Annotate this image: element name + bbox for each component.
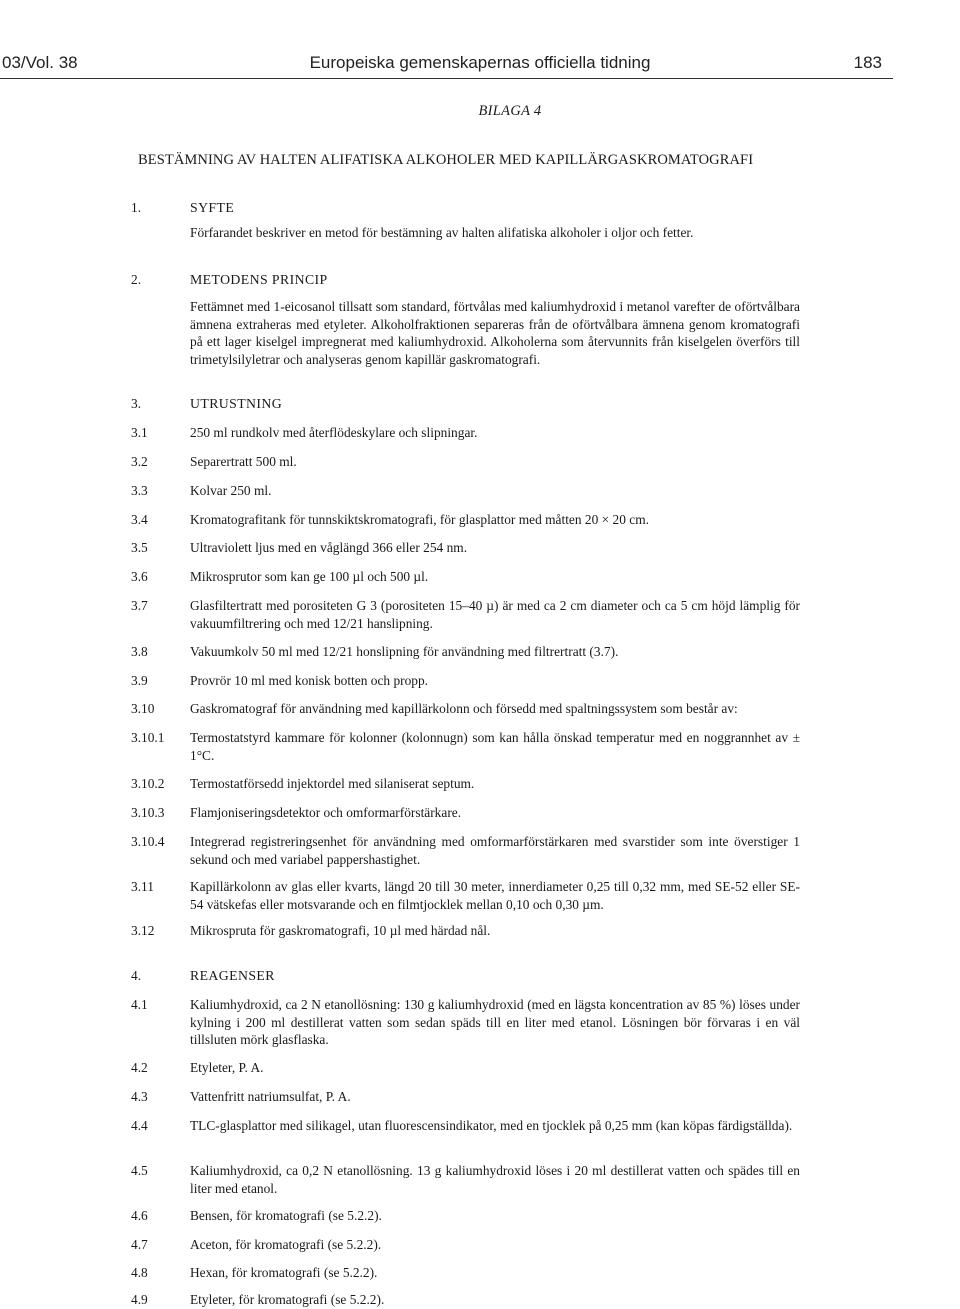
item-number: 3.2 [131, 454, 148, 469]
item-text: Gaskromatograf för användning med kapillärkolonn och försedd med spaltningssystem som består av: [190, 701, 738, 716]
section-number: 2. [131, 272, 142, 287]
item-text: Kolvar 250 ml. [190, 483, 272, 498]
section-2-text: Fettämnet med 1-eicosanol tillsatt som standard, förtvålas med kaliumhydroxid i metanol varefter de oförtvålbara ämnena extraheras med etyleter. Alkoholfraktionen separeras från de oförtvålbara ämnena genom kromatografi på ett lager kiselgel impregnerat med kaliumhydroxid. Alkoholerna som återvunnits från kiselgelen överförs till trimetylsilyletrar och analyseras genom kapillär gaskromatografi. [190, 299, 800, 367]
item-number: 3.11 [131, 879, 154, 894]
section-number: 4. [131, 968, 142, 983]
item-text: Integrerad registreringsenhet för användning med omformarförstärkaren med svarstider som inte överstiger 1 sekund och med variabel pappershastighet. [190, 834, 800, 867]
section-heading: METODENS PRINCIP [190, 272, 328, 287]
volume-label: 03/Vol. 38 [2, 53, 78, 72]
item-number: 3.10.2 [131, 776, 165, 791]
item-number: 3.9 [131, 673, 148, 688]
item-text: Etyleter, för kromatografi (se 5.2.2). [190, 1292, 385, 1307]
item-number: 3.12 [131, 923, 155, 938]
item-number: 3.8 [131, 644, 148, 659]
item-number: 3.10 [131, 701, 155, 716]
item-number: 3.1 [131, 425, 148, 440]
item-number: 3.10.4 [131, 834, 165, 849]
item-text: Kaliumhydroxid, ca 2 N etanollösning: 130 g kaliumhydroxid (med en lägsta koncentration av 85 %) löses under kylning i 200 ml destillerat vatten som sedan späds till en liter med etanol. Lösningen bör förvaras i en väl tillsluten mörk glasflaska. [190, 997, 800, 1047]
item-number: 3.4 [131, 512, 148, 527]
item-number: 4.1 [131, 997, 148, 1012]
item-text: Mikrospruta för gaskromatografi, 10 µl med härdad nål. [190, 923, 491, 938]
item-text: Kaliumhydroxid, ca 0,2 N etanollösning. 13 g kaliumhydroxid löses i 20 ml destillerat vatten och spädes till en liter med etanol. [190, 1163, 800, 1196]
section-heading: REAGENSER [190, 968, 275, 983]
item-text: Flamjoniseringsdetektor och omformarförstärkare. [190, 805, 462, 820]
item-text: Hexan, för kromatografi (se 5.2.2). [190, 1265, 378, 1280]
item-number: 3.3 [131, 483, 148, 498]
item-number: 3.5 [131, 540, 148, 555]
journal-title: Europeiska gemenskapernas officiella tidning [309, 53, 651, 72]
section-1-text: Förfarandet beskriver en metod för bestämning av halten alifatiska alkoholer i oljor och fetter. [190, 225, 694, 240]
page-number: 183 [853, 53, 882, 72]
item-text: Mikrosprutor som kan ge 100 µl och 500 µl. [190, 569, 429, 584]
item-text: Bensen, för kromatografi (se 5.2.2). [190, 1208, 382, 1223]
section-heading: SYFTE [190, 200, 235, 215]
item-text: Vattenfritt natriumsulfat, P. A. [190, 1089, 351, 1104]
item-number: 3.10.3 [131, 805, 165, 820]
item-text: TLC-glasplattor med silikagel, utan fluorescensindikator, med en tjocklek på 0,25 mm (kan köpas färdigställda). [190, 1118, 793, 1133]
item-text: Ultraviolett ljus med en våglängd 366 eller 254 nm. [190, 540, 468, 555]
item-text: Kromatografitank för tunnskiktskromatografi, för glasplattor med måtten 20 × 20 cm. [190, 512, 650, 527]
item-number: 4.9 [131, 1292, 148, 1307]
item-number: 4.7 [131, 1237, 148, 1252]
item-text: Vakuumkolv 50 ml med 12/21 honslipning för användning med filtrertratt (3.7). [190, 644, 619, 659]
item-number: 4.8 [131, 1265, 148, 1280]
item-text: 250 ml rundkolv med återflödeskylare och slipningar. [190, 425, 478, 440]
item-number: 3.6 [131, 569, 148, 584]
section-heading: UTRUSTNING [190, 396, 283, 411]
item-text: Separertratt 500 ml. [190, 454, 297, 469]
item-number: 4.2 [131, 1060, 148, 1075]
item-number: 4.4 [131, 1118, 148, 1133]
item-number: 3.7 [131, 598, 148, 613]
item-text: Kapillärkolonn av glas eller kvarts, längd 20 till 30 meter, innerdiameter 0,25 till 0,32 mm, med SE-52 eller SE-54 vätskefas eller motsvarande och en filmtjocklek mellan 0,10 och 0,30 µm. [190, 879, 800, 912]
item-text: Provrör 10 ml med konisk botten och propp. [190, 673, 429, 688]
item-text: Etyleter, P. A. [190, 1060, 264, 1075]
item-text: Termostatförsedd injektordel med silaniserat septum. [190, 776, 475, 791]
item-number: 4.3 [131, 1089, 148, 1104]
item-text: Aceton, för kromatografi (se 5.2.2). [190, 1237, 382, 1252]
annex-label: BILAGA 4 [478, 103, 542, 119]
header-rule [0, 78, 893, 79]
item-number: 4.6 [131, 1208, 148, 1223]
section-number: 1. [131, 200, 142, 215]
document-title: BESTÄMNING AV HALTEN ALIFATISKA ALKOHOLER MED KAPILLÄRGASKROMATOGRAFI [138, 152, 754, 168]
item-number: 4.5 [131, 1163, 148, 1178]
section-number: 3. [131, 396, 142, 411]
item-text: Termostatstyrd kammare för kolonner (kolonnugn) som kan hålla önskad temperatur med en noggrannhet av ± 1°C. [190, 730, 800, 763]
page-header [0, 0, 960, 80]
item-number: 3.10.1 [131, 730, 165, 745]
item-text: Glasfiltertratt med porositeten G 3 (porositeten 15–40 µ) är med ca 2 cm diameter och ca 5 cm höjd lämplig för vakuumfiltrering och med 12/21 hanslipning. [190, 598, 800, 631]
